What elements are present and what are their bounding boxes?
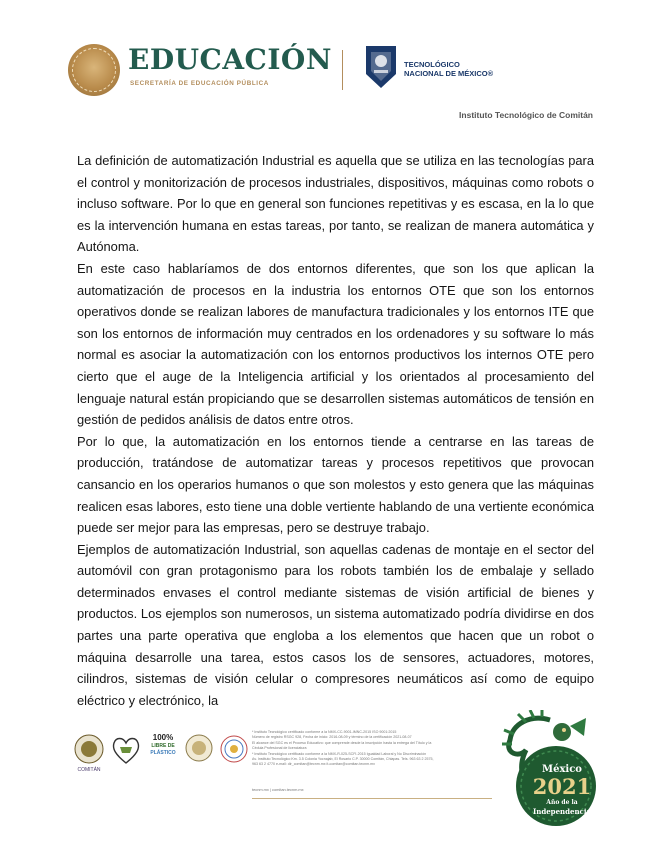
footer-line: Cédula Profesional de licenciatura bbox=[252, 746, 307, 751]
paragraph: La definición de automatización Industrial es aquella que se utiliza en las tecnologías para el control y monitorización de procesos industriales, dispositivos, máquinas como robots o incluso software. Por lo que en general son funciones repetitivas y es escasa, en la lo que es la intervención humana en estas tareas, por tanto, se realizan de manera automática y Autónoma. bbox=[77, 153, 594, 255]
tecnm-line-2: NACIONAL DE MÉXICO® bbox=[404, 69, 494, 78]
plastic-free-line2: LIBRE DE bbox=[151, 743, 175, 749]
badge-line-4: Independencia bbox=[532, 807, 592, 816]
plastic-free-line3: PLÁSTICO bbox=[150, 750, 176, 756]
footer-line: * Instituto Tecnológico certificado conforme a la NMX-R-025-SCFI-2015 Igualdad Laboral y No Discriminación bbox=[252, 751, 427, 756]
sep-brand: EDUCACIÓN bbox=[128, 43, 332, 76]
tecnm-wordmark bbox=[404, 60, 493, 78]
comitan-label: COMITÁN bbox=[77, 767, 101, 773]
footer-line: 963 63 2 4770 e-mail: dir_comitan@tecnm.mx it-comitan@comitan.tecnm.mx bbox=[252, 762, 375, 767]
institute-name: Instituto Tecnológico de Comitán bbox=[459, 110, 593, 120]
letterhead bbox=[0, 0, 655, 120]
comitan-logo bbox=[72, 733, 106, 773]
footer-line: * Instituto Tecnológico certificado conforme a la NMX-CC-9001-IMNC-2015 ISO 9001:2015 bbox=[252, 730, 397, 734]
equality-logo bbox=[218, 733, 250, 765]
sep-subtitle: SECRETARÍA DE EDUCACIÓN PÚBLICA bbox=[130, 80, 269, 87]
document-body bbox=[77, 150, 594, 711]
paragraph: Por lo que, la automatización en los entornos tiende a centrarse en las tareas de producción, tratándose de automatizar tareas y procesos repetitivos que provocan cansancio en los operarios humanos o que son molestos y esto genera que las máquinas realicen esas labores, esto tiene una doble vertiente hablando de una vertiente económica puede ser mejor para las empresas, pero se destruye trabajo. bbox=[77, 433, 594, 536]
paragraph: En este caso hablaríamos de dos entornos diferentes, que son los que aplican la automatización de procesos en la industria los entornos OTE que son los entornos operativos donde se realizan labores de manufactura tradicionales y los entornos ITE que son los entornos de información muy centrados en los ordenadores y su software lo más normal es asociar la automatización con los entornos productivos los internos OTE pero cierto que el auge de la Inteligencia artificial y los orientados al procesamiento del lenguaje natural están propiciando que se desarrollen sistemas automáticos de tensión en gestión de pedidos análisis de datos entre otros. bbox=[77, 260, 594, 428]
footer-line: El alcance del SGC es el Proceso Educativo: que comprende desde la inscripción hasta la entrega del Título y la bbox=[252, 740, 432, 745]
tecnm-logo bbox=[362, 44, 400, 90]
badge-line-2: 2021 bbox=[532, 774, 592, 799]
plastic-free-percent: 100% bbox=[152, 733, 174, 742]
footer-logos bbox=[72, 733, 250, 773]
heart-leaf-logo bbox=[110, 733, 142, 767]
tecnm-line-1: TECNOLÓGICO bbox=[404, 60, 460, 69]
footer-divider bbox=[252, 798, 492, 799]
footer-website: tecnm.mx | comitan.tecnm.mx bbox=[252, 787, 304, 792]
national-seal-logo bbox=[68, 44, 120, 96]
plastic-free-logo bbox=[146, 733, 180, 771]
footer-certifications bbox=[252, 730, 500, 768]
badge-line-1: México bbox=[542, 764, 582, 775]
logo-divider bbox=[342, 50, 343, 90]
badge-line-3: Año de la bbox=[546, 799, 578, 806]
round-seal-logo bbox=[184, 733, 214, 765]
footer-line: Av. Instituto Tecnológico Km. 3.5 Colonia Yocnajab, El Rosario C.P. 30000 Comitán, Chiapas. Tels. 963 63 2 2575, bbox=[252, 757, 434, 762]
paragraph: Ejemplos de automatización Industrial, son aquellas cadenas de montaje en el sector del automóvil con gran protagonismo para los robots también los de embalaje y sellado determinados envases el control mediante sistemas de visión artificial de bienes y productos. Los ejemplos son numerosos, un sistema automatizado podría dividirse en dos partes una parte operativa que engloba a los elementos que hacen que un robot o máquina desarrolle una tarea, estos casos los de sensores, actuadores, motores, cilindros, sistemas de visión celular o compresores neumáticos así como de equipo eléctrico y electrónico, la bbox=[77, 541, 594, 708]
footer-line: Número de registro RSGC 928, Fecha de inicio: 2016-08-09 y término de la certificación 2021-08-07 bbox=[252, 735, 412, 740]
mexico-2021-badge bbox=[500, 710, 600, 828]
